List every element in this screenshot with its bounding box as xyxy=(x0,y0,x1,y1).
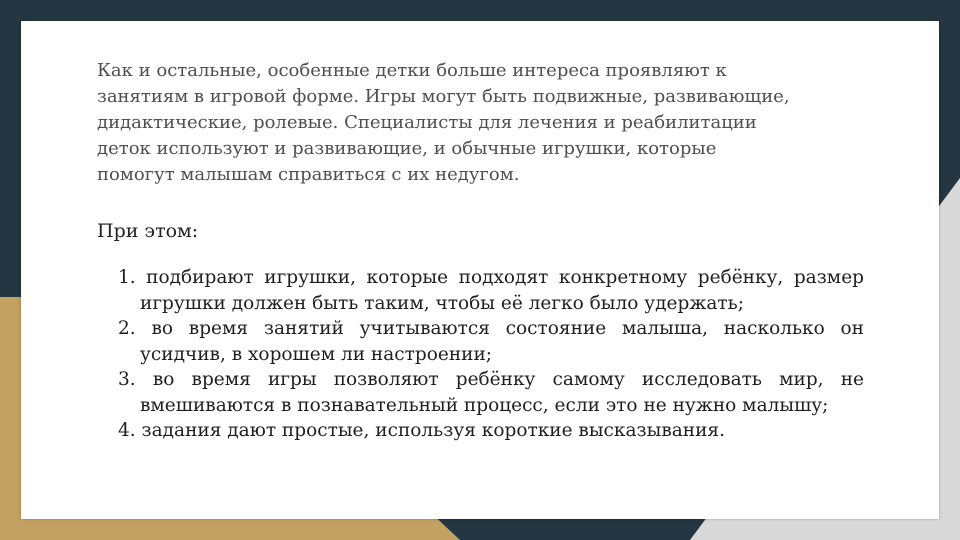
intro-paragraph: Как и остальные, особенные детки больше интереса проявляют к занятиям в игровой форме. Игры могут быть подвижные, развивающие, дидактические, ролевые. Специалисты для лечения и реабилитации деток используют и развивающие, и обычные игрушки, которые помогут малышам справиться с их недугом. xyxy=(97,60,790,185)
list-item-text: во время занятий учитываются состояние малыша, насколько он усидчив, в хорошем ли настроении; xyxy=(135,318,864,365)
numbered-list xyxy=(118,265,864,444)
list-item-number: 1. xyxy=(118,267,136,288)
list-item-number: 2. xyxy=(118,318,136,339)
list-item xyxy=(118,316,864,367)
list-item xyxy=(118,367,864,418)
list-item-text: подбирают игрушки, которые подходят конкретному ребёнку, размер игрушки должен быть таким, чтобы её легко было удержать; xyxy=(135,267,864,314)
list-item-text: задания дают простые, используя короткие высказывания. xyxy=(135,420,725,441)
list-item-text: во время игры позволяют ребёнку самому исследовать мир, не вмешиваются в познавательный процесс, если это не нужно малышу; xyxy=(135,369,864,416)
list-heading: При этом: xyxy=(97,220,199,242)
list-item-number: 4. xyxy=(118,420,136,441)
list-item-number: 3. xyxy=(118,369,136,390)
slide-card xyxy=(21,21,939,519)
list-item xyxy=(118,418,864,444)
list-item xyxy=(118,265,864,316)
